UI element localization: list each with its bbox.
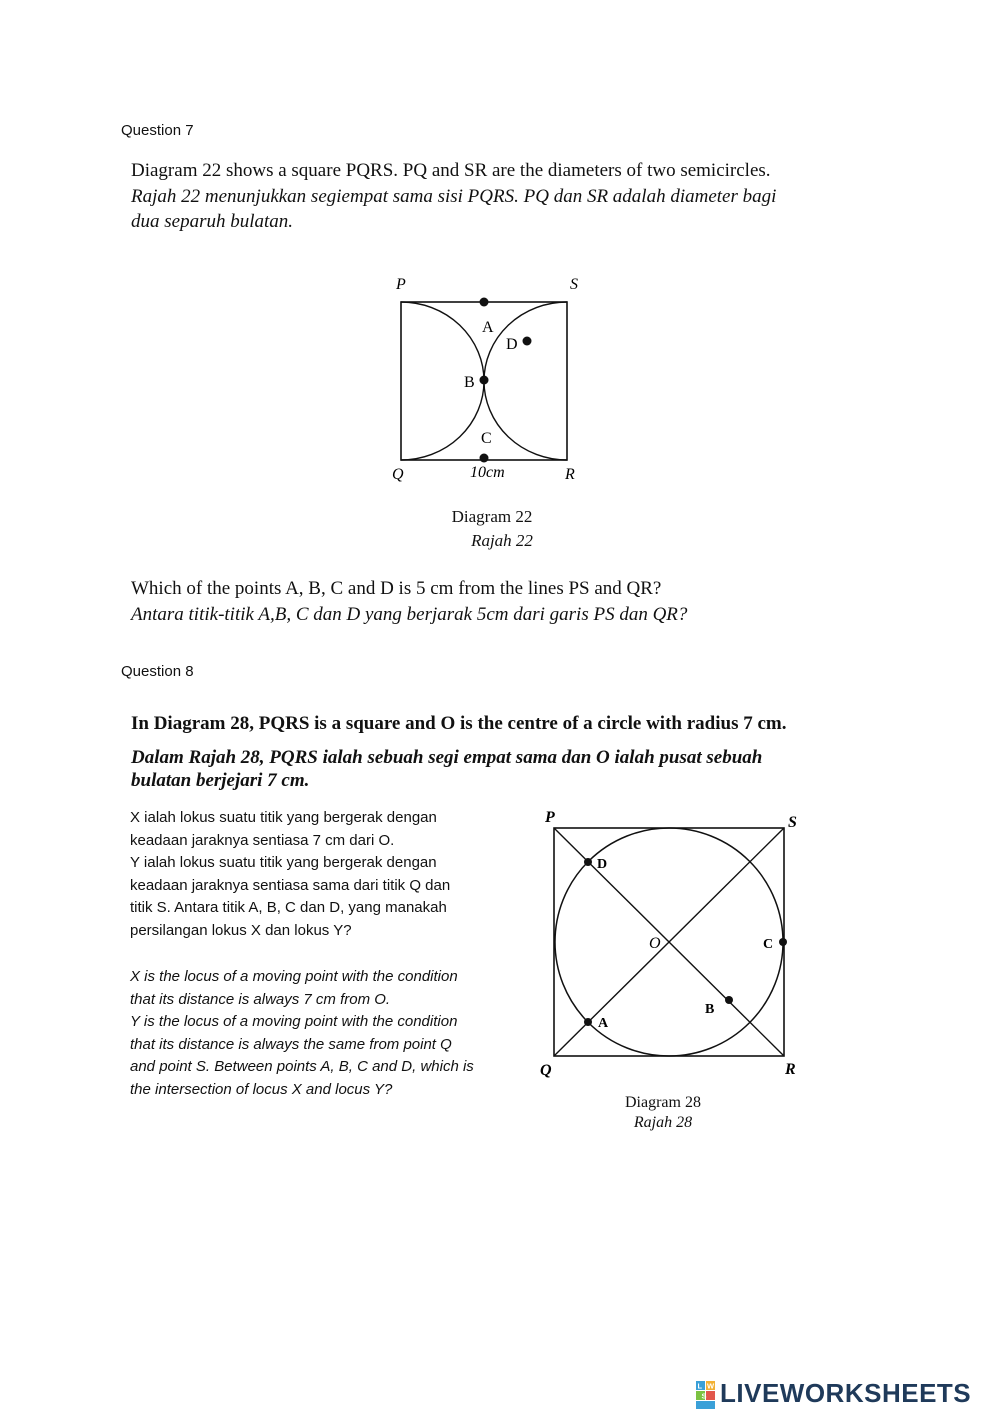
liveworksheets-wordmark: LIVEWORKSHEETS bbox=[720, 1378, 972, 1408]
question-8-text-en-line: that its distance is always 7 cm from O. bbox=[130, 990, 391, 1008]
diagram-22-dot-top bbox=[480, 298, 489, 307]
diagram-28-vertex-p: P bbox=[545, 809, 555, 826]
question-7-stem-ms-line2: dua separuh bulatan. bbox=[131, 211, 294, 232]
question-8-text-ms-line: persilangan lokus X dan lokus Y? bbox=[130, 921, 352, 939]
diagram-22-vertex-r: R bbox=[565, 466, 575, 483]
question-7-stem-ms-line1: Rajah 22 menunjukkan segiempat sama sisi PQRS. PQ dan SR adalah diameter bagi bbox=[131, 186, 777, 207]
question-8-label: Question 8 bbox=[121, 663, 194, 680]
question-8-text-ms-line: keadaan jaraknya sentiasa 7 cm dari O. bbox=[130, 831, 395, 849]
diagram-28-point-c: C bbox=[763, 937, 774, 952]
diagram-28-caption-en: Diagram 28 bbox=[625, 1094, 701, 1111]
question-8-text-en-line: the intersection of locus X and locus Y? bbox=[130, 1080, 393, 1098]
diagram-28 bbox=[530, 805, 810, 1085]
question-8-stem-en: In Diagram 28, PQRS is a square and O is the centre of a circle with radius 7 cm. bbox=[131, 713, 787, 734]
logo-block bbox=[696, 1401, 715, 1409]
question-8-text-ms-line: X ialah lokus suatu titik yang bergerak dengan bbox=[130, 809, 437, 826]
diagram-28-caption-ms: Rajah 28 bbox=[633, 1114, 693, 1131]
logo-block bbox=[706, 1391, 715, 1400]
question-8-text-en-line: Y is the locus of a moving point with the condition bbox=[130, 1013, 458, 1031]
question-8-text-en-line: X is the locus of a moving point with the condition bbox=[130, 968, 458, 985]
diagram-28-centre-o: O bbox=[649, 935, 661, 952]
question-8-text-ms bbox=[130, 807, 510, 943]
diagram-28-dot-a bbox=[584, 1018, 592, 1026]
logo-letter: S bbox=[701, 1391, 707, 1401]
diagram-22-semicircle-sr bbox=[484, 302, 567, 460]
diagram-22-caption-ms: Rajah 22 bbox=[471, 531, 533, 550]
diagram-22-point-d: D bbox=[506, 336, 518, 353]
question-8-text-ms-line: Y ialah lokus suatu titik yang bergerak dengan bbox=[130, 854, 437, 872]
diagram-28-vertex-r: R bbox=[785, 1061, 796, 1078]
question-7-prompt-en: Which of the points A, B, C and D is 5 cm from the lines PS and QR? bbox=[131, 578, 662, 599]
question-7-stem-en: Diagram 22 shows a square PQRS. PQ and SR are the diameters of two semicircles. bbox=[131, 160, 771, 181]
diagram-28-point-d: D bbox=[597, 857, 608, 872]
diagram-28-dot-b bbox=[725, 996, 733, 1004]
question-8-stem-ms-line2: bulatan berjejari 7 cm. bbox=[131, 770, 310, 791]
diagram-22-point-b: B bbox=[464, 374, 475, 391]
logo-letter: L bbox=[697, 1381, 703, 1391]
question-8-text-en bbox=[130, 966, 520, 1102]
diagram-28-point-a: A bbox=[598, 1016, 609, 1031]
question-8-text-en-line: and point S. Between points A, B, C and D, which is bbox=[130, 1058, 474, 1076]
diagram-22-side-label: 10cm bbox=[470, 464, 505, 481]
diagram-28-point-b: B bbox=[705, 1002, 715, 1017]
diagram-28-vertex-q: Q bbox=[540, 1062, 552, 1079]
diagram-22-dot-bottom bbox=[480, 454, 489, 463]
diagram-22 bbox=[380, 265, 620, 490]
diagram-22-point-a: A bbox=[482, 319, 494, 336]
question-8-stem-ms-line1: Dalam Rajah 28, PQRS ialah sebuah segi empat sama dan O ialah pusat sebuah bbox=[131, 747, 763, 768]
question-8-text-ms-line: titik S. Antara titik A, B, C dan D, yang manakah bbox=[130, 899, 447, 917]
diagram-22-vertex-p: P bbox=[396, 276, 406, 293]
diagram-22-caption-en: Diagram 22 bbox=[451, 507, 533, 526]
diagram-28-vertex-s: S bbox=[788, 814, 797, 831]
question-8-text-ms-line: keadaan jaraknya sentiasa sama dari titik Q dan bbox=[130, 876, 451, 894]
diagram-22-vertex-s: S bbox=[570, 276, 578, 293]
question-8-text-en-line: that its distance is always the same from point Q bbox=[130, 1035, 452, 1053]
diagram-28-dot-c bbox=[779, 938, 787, 946]
diagram-22-point-c: C bbox=[481, 430, 492, 447]
liveworksheets-logo-icon bbox=[696, 1381, 716, 1409]
logo-letter: W bbox=[707, 1381, 715, 1391]
diagram-22-dot-b bbox=[480, 376, 489, 385]
diagram-28-dot-d bbox=[584, 858, 592, 866]
liveworksheets-brand bbox=[696, 1378, 996, 1412]
diagram-22-vertex-q: Q bbox=[392, 466, 404, 483]
diagram-22-dot-d bbox=[523, 337, 532, 346]
question-7-prompt-ms: Antara titik-titik A,B, C dan D yang berjarak 5cm dari garis PS dan QR? bbox=[131, 604, 688, 625]
question-7-label: Question 7 bbox=[121, 122, 194, 139]
